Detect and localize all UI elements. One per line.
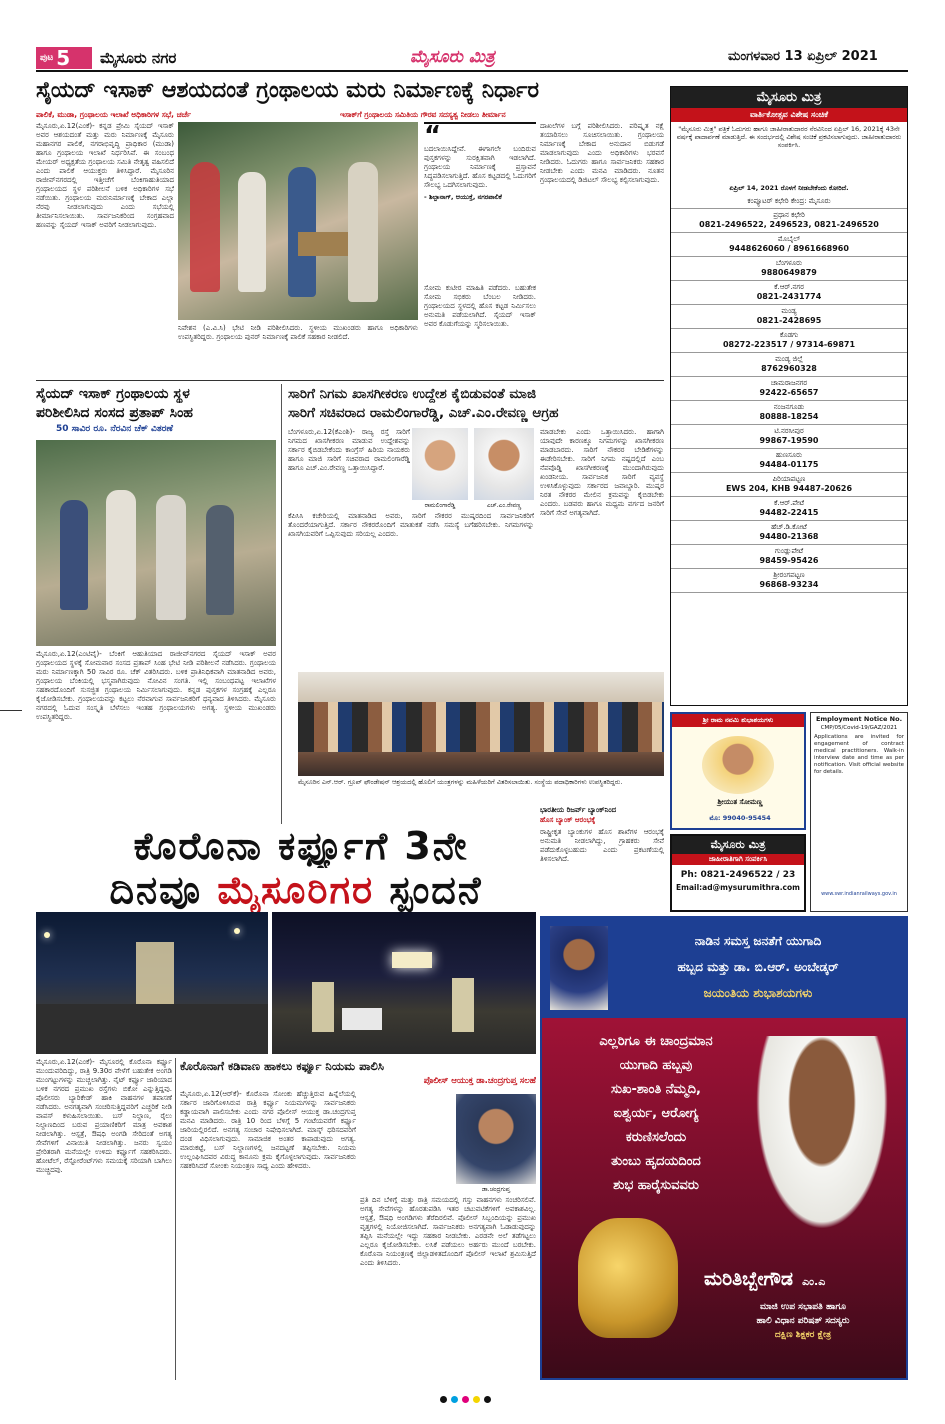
employment-notice — [810, 712, 908, 912]
directory-row — [671, 569, 907, 593]
directory-panel — [670, 86, 908, 706]
curfew-subattrib: ಪೊಲೀಸ್ ಆಯುಕ್ತ ಡಾ.ಚಂದ್ರಗುಪ್ತ ಸಲಹೆ — [423, 1076, 536, 1086]
story2-body: ಮೈಸೂರು,ಏ.12(ಎಂಟಿವೈ)- ಬೆಂಕಿಗೆ ಆಹುತಿಯಾದ ರಾಜೀವ್‌ನಗರದ ಸೈಯದ್ ಇಸಾಕ್ ಅವರ ಗ್ರಂಥಾಲಯದ ಸ್ಥಳಕ್ಕೆ ಸೋಮವಾರ ಸಂಸದ ಪ್ರತಾಪ್ ಸಿಂಹ ಭೇಟಿ ನೀಡಿ ಪರಿಶೀಲನೆ ನಡೆಸಿದರು. ಗ್ರಂಥಾಲಯ ಮರು ನಿರ್ಮಾಣಕ್ಕಾಗಿ 50 ಸಾವಿರ ರೂ. ಚೆಕ್ ವಿತರಿಸಿದರು. ಬಳಿಕ ಪ್ರಾತಿನಿಧಿಕವಾಗಿ ಮಾತನಾಡಿದ ಅವರು, ಗ್ರಂಥಾಲಯ ಬೆಂಕಿಯಲ್ಲಿ ಭಸ್ಮವಾಗಿರುವುದು ನೋವಿನ ಸಂಗತಿ. ಇಲ್ಲಿ ಸಂಬಂಧಪಟ್ಟ ಇಲಾಖೆಗಳ ಸಹಕಾರದೊಂದಿಗೆ ಸುಸಜ್ಜಿತ ಗ್ರಂಥಾಲಯ ನಿರ್ಮಿಸಲಾಗುವುದು. ಕನ್ನಡ ಪುಸ್ತಕಗಳ ಸಂಗ್ರಹಕ್ಕೆ ಎಲ್ಲರೂ ಕೈಜೋಡಿಸಬೇಕು. ಗ್ರಂಥಾಲಯವನ್ನು ಕಟ್ಟಲು ನೆರವಾಗುವ ಸಾರ್ವಜನಿಕರಿಗೆ ಧನ್ಯವಾದ ತಿಳಿಸಿದರು. ಮೈಸೂರು ನಗರದಲ್ಲಿ ಓದುವ ಸಂಸ್ಕೃತಿ ಬೆಳೆಸಲು ಇಂತಹ ಗ್ರಂಥಾಲಯಗಳು ಅಗತ್ಯ. ಸ್ಥಳೀಯ ಮುಖಂಡರು ಉಪಸ್ಥಿತರಿದ್ದರು. — [36, 650, 276, 721]
revanna-photo — [474, 428, 534, 500]
pull-quote-attribution: - ಶಿಲ್ಪಾನಾಗ್, ಆಯುಕ್ತೆ, ನಗರಪಾಲಿಕೆ — [424, 193, 502, 201]
curfew-body-left: ಮೈಸೂರು,ಏ.12(ಎಂಕೆ)- ಮೈಸೂರಲ್ಲಿ ಕೊರೊನಾ ಕರ್ಫ್ಯೂ ಮುಂದುವರಿದಿದ್ದು, ರಾತ್ರಿ 9.30ರ ವೇಳೆಗೆ ಬಹುತೇಕ ಅಂಗಡಿ ಮುಂಗಟ್ಟುಗಳನ್ನು ಮುಚ್ಚಲಾಗಿತ್ತು. ನೈಟ್ ಕರ್ಫ್ಯೂ ಜಾರಿಯಾದ ಬಳಿಕ ನಗರದ ಪ್ರಮುಖ ರಸ್ತೆಗಳು ಬಿಕೋ ಎನ್ನುತ್ತಿದ್ದವು. ಪೊಲೀಸರು ಬ್ಯಾರಿಕೇಡ್ ಹಾಕಿ ವಾಹನಗಳ ತಪಾಸಣೆ ನಡೆಸಿದರು. ಅನಗತ್ಯವಾಗಿ ಸಂಚರಿಸುತ್ತಿದ್ದವರಿಗೆ ಎಚ್ಚರಿಕೆ ನೀಡಿ ವಾಪಸ್ ಕಳುಹಿಸಲಾಯಿತು. ಬಸ್ ನಿಲ್ದಾಣ, ರೈಲು ನಿಲ್ದಾಣದಿಂದ ಬರುವ ಪ್ರಯಾಣಿಕರಿಗೆ ಮಾತ್ರ ಅವಕಾಶ ನೀಡಲಾಗಿತ್ತು. ಆಸ್ಪತ್ರೆ, ಔಷಧಿ ಅಂಗಡಿ ಸೇರಿದಂತೆ ಅಗತ್ಯ ಸೇವೆಗಳಿಗೆ ವಿನಾಯಿತಿ ನೀಡಲಾಗಿತ್ತು. ಜನರು ಸ್ವಯಂ ಪ್ರೇರಿತರಾಗಿ ಮನೆಯಲ್ಲೇ ಉಳಿದು ಕರ್ಫ್ಯೂಗೆ ಸಹಕರಿಸಿದರು. ಹೋಟೆಲ್, ರೆಸ್ಟೋರೆಂಟ್‌ಗಳು ಸಮಯಕ್ಕೆ ಸರಿಯಾಗಿ ಬಾಗಿಲು ಮುಚ್ಚಿದವು. — [36, 1058, 172, 1174]
ad-designation-1: ಮಾಜಿ ಉಪ ಸಭಾಪತಿ ಹಾಗೂ — [760, 1302, 846, 1312]
side-note-title: ಭಾರತೀಯ ರಿಜರ್ವ್ ಬ್ಯಾಂಕ್‌ನಿಂದ — [540, 806, 617, 814]
directory-row — [671, 377, 907, 401]
contact-ad — [670, 834, 806, 912]
page-label: ಪುಟ — [40, 53, 54, 63]
contact-ad-email: Email:ad@mysurumithra.com — [676, 883, 800, 892]
directory-row-value: 92422-65657 — [759, 388, 819, 397]
curfew-body-mid: ಮೈಸೂರು,ಏ.12(ಆರ್‌ಕೆ)- ಕೊರೊನಾ ಸೋಂಕು ಹೆಚ್ಚುತ್ತಿರುವ ಹಿನ್ನೆಲೆಯಲ್ಲಿ ಸರ್ಕಾರ ಜಾರಿಗೊಳಿಸಿರುವ ರಾತ್ರಿ ಕರ್ಫ್ಯೂ ನಿಯಮಗಳನ್ನು ಸಾರ್ವಜನಿಕರು ಕಡ್ಡಾಯವಾಗಿ ಪಾಲಿಸಬೇಕು ಎಂದು ನಗರ ಪೊಲೀಸ್ ಆಯುಕ್ತ ಡಾ.ಚಂದ್ರಗುಪ್ತ ಮನವಿ ಮಾಡಿದರು. ರಾತ್ರಿ 10 ರಿಂದ ಬೆಳಿಗ್ಗೆ 5 ಗಂಟೆಯವರೆಗೆ ಕರ್ಫ್ಯೂ ಜಾರಿಯಲ್ಲಿರಲಿದೆ. ಅನಗತ್ಯ ಸಂಚಾರ ನಿಷೇಧಿಸಲಾಗಿದೆ. ಮಾಸ್ಕ್ ಧರಿಸದವರಿಗೆ ದಂಡ ವಿಧಿಸಲಾಗುವುದು. ಸಾಮಾಜಿಕ ಅಂತರ ಕಾಪಾಡುವುದು ಅಗತ್ಯ. ಮಾರುಕಟ್ಟೆ, ಬಸ್ ನಿಲ್ದಾಣಗಳಲ್ಲಿ ಜನದಟ್ಟಣೆ ತಪ್ಪಿಸಬೇಕು. ನಿಯಮ ಉಲ್ಲಂಘಿಸಿದವರ ವಿರುದ್ಧ ಕಾನೂನು ಕ್ರಮ ಕೈಗೊಳ್ಳಲಾಗುವುದು. ಸಾರ್ವಜನಿಕರು ಸಹಕರಿಸಿದರೆ ಸೋಂಕು ನಿಯಂತ್ರಣ ಸಾಧ್ಯ ಎಂದು ಹೇಳಿದರು. — [180, 1090, 356, 1170]
curfew-headline-1: ಕೊರೊನಾ ಕರ್ಫ್ಯೂಗೆ 3ನೇ — [133, 824, 469, 868]
lead-photo-caption: ನಿವೇಶನ (ಎ.ವಿ.ಸಿ) ಭೇಟಿ ನೀಡಿ ಪರಿಶೀಲಿಸಿದರು. ಸ್ಥಳೀಯ ಮುಖಂಡರು ಹಾಗೂ ಅಧಿಕಾರಿಗಳು ಉಪಸ್ಥಿತರಿದ್ದರು. ಗ್ರಂಥಾಲಯ ಪುನರ್ ನಿರ್ಮಾಣಕ್ಕೆ ಪಾಲಿಕೆ ಸಹಕಾರ ನೀಡಲಿದೆ. — [178, 324, 418, 341]
lead-subhead-left: ಪಾಲಿಕೆ, ಮುಡಾ, ಗ್ರಂಥಾಲಯ ಇಲಾಖೆ ಅಧಿಕಾರಿಗಳ ಸಭೆ, ಚರ್ಚೆ — [36, 110, 192, 119]
directory-row-label: ಹೆಚ್.ಡಿ.ಕೋಟೆ — [771, 523, 807, 531]
story2-subhead: 50 ಸಾವಿರ ರೂ. ನೆರವಿನ ಚೆಕ್ ವಿತರಣೆ — [56, 424, 173, 434]
directory-row-label: ಕಂಪ್ಯೂಟರ್ ಕಛೇರಿ ಕೇಂದ್ರ: ಮೈಸೂರು — [747, 197, 831, 205]
ad-verse-line: ಸುಖ-ಶಾಂತಿ ನೆಮ್ಮದಿ, — [611, 1082, 701, 1097]
ad-verse-line: ಶುಭ ಹಾರೈಸುವವರು — [613, 1178, 699, 1193]
directory-row-label: ಕೊಡಗು — [779, 331, 799, 339]
contact-ad-line: ಜಾಹೀರಾತಿಗಾಗಿ ಸಂಪರ್ಕಿಸಿ — [672, 854, 804, 865]
directory-row-value: 9880649879 — [761, 268, 817, 277]
directory-row-label: ಮಂಡ್ಯ ಜಿಲ್ಲೆ — [775, 355, 803, 363]
ad-candidate-name: ಮರಿತಿಬ್ಬೇಗೌಡ — [704, 1268, 793, 1290]
story3-body-left: ಬೆಂಗಳೂರು,ಏ.12(ಕೆಎಂಶಿ)- ರಾಜ್ಯ ರಸ್ತೆ ಸಾರಿಗೆ ನಿಗಮದ ಖಾಸಗೀಕರಣ ಮಾಡುವ ಉದ್ದೇಶವನ್ನು ಸರ್ಕಾರ ಕೈಬಿಡಬೇಕೆಂದು ಕಾಂಗ್ರೆಸ್ ಹಿರಿಯ ನಾಯಕರು ಹಾಗೂ ಮಾಜಿ ಸಾರಿಗೆ ಸಚಿವರಾದ ರಾಮಲಿಂಗಾರೆಡ್ಡಿ ಹಾಗೂ ಎಚ್.ಎಂ.ರೇವಣ್ಣ ಒತ್ತಾಯಿಸಿದ್ದಾರೆ. — [288, 428, 410, 472]
ad-person-name: ಶ್ರೀಯುತ ಸೋಮಣ್ಣ — [717, 798, 763, 806]
lead-body-col1: ಮೈಸೂರು,ಏ.12(ಎಂಕೆ)- ಕನ್ನಡ ಪ್ರೇಮಿ ಸೈಯದ್ ಇಸಾಕ್ ಅವರ ಆಶಯದಂತೆ ಮತ್ತು ಮರು ನಿರ್ಮಾಣಕ್ಕೆ ಮೈಸೂರು ಮಹಾನಗರ ಪಾಲಿಕೆ, ನಗರಾಭಿವೃದ್ಧಿ ಪ್ರಾಧಿಕಾರ (ಮುಡಾ) ಹಾಗೂ ಗ್ರಂಥಾಲಯ ಇಲಾಖೆ ನಿರ್ಧರಿಸಿವೆ. ಈ ಸಂಬಂಧ ಮೇಯರ್ ಅಧ್ಯಕ್ಷತೆಯ ಗ್ರಂಥಾಲಯ ಸಮಿತಿ ನೇತೃತ್ವ ವಹಿಸಲಿದೆ ಎಂದು ಪಾಲಿಕೆ ಆಯುಕ್ತರು ತಿಳಿಸಿದ್ದಾರೆ. ಮೈಸೂರಿನ ರಾಜೀವ್‌ನಗರದಲ್ಲಿ ಇತ್ತೀಚೆಗೆ ಬೆಂಕಿಗಾಹುತಿಯಾದ ಗ್ರಂಥಾಲಯದ ಸ್ಥಳ ಪರಿಶೀಲನೆ ಬಳಿಕ ಅಧಿಕಾರಿಗಳ ಸಭೆ ನಡೆಯಿತು. ಗ್ರಂಥಾಲಯ ಮರುನಿರ್ಮಾಣಕ್ಕೆ ಬೇಕಾದ ಎಲ್ಲಾ ನೆರವು ನೀಡಲಾಗುವುದು ಎಂದು ಸಭೆಯಲ್ಲಿ ತೀರ್ಮಾನಿಸಲಾಯಿತು. ಸಾರ್ವಜನಿಕರಿಂದ ಸಂಗ್ರಹವಾದ ಹಣವನ್ನು ಸೈಯದ್ ಇಸಾಕ್ ಅವರಿಗೆ ನೀಡಲಾಗುವುದು. — [36, 122, 174, 229]
curfew-headline-2b: ಮೈಸೂರಿಗರ — [217, 868, 375, 912]
candidate-portrait — [742, 1036, 902, 1256]
library-visit-photo — [178, 122, 418, 320]
masthead-rule — [36, 70, 908, 72]
directory-row-value: 0821-2428695 — [756, 316, 822, 325]
directory-row-value: 80888-18254 — [759, 412, 819, 421]
group-photo-caption: ಮೈಸೂರಿನ ಎನ್.ಆರ್. ಗ್ರೂಪ್ ಫೌಂಡೇಷನ್ ಆಶ್ರಯದಲ್ಲಿ ಹೊಲಿಗೆ ಯಂತ್ರಗಳನ್ನು ಮಹಿಳೆಯರಿಗೆ ವಿತರಿಸಲಾಯಿತು. ಸಂಸ್ಥೆಯ ಪದಾಧಿಕಾರಿಗಳು ಉಪಸ್ಥಿತರಿದ್ದರು. — [298, 778, 623, 786]
paper-name: ಮೈಸೂರು ಮಿತ್ರ — [410, 47, 495, 67]
ambedkar-portrait — [550, 926, 608, 1010]
directory-row-value: 0821-2431774 — [756, 292, 822, 301]
directory-row — [671, 545, 907, 569]
directory-row-label: ಶ್ರೀರಂಗಪಟ್ಟಣ — [773, 571, 805, 579]
directory-row-label: ಚಾಮರಾಜನಗರ — [770, 379, 808, 387]
lead-body-col3: ಸೋಮ ಕುಟೀರ ಮಾಹಿತಿ ಪಡೆದರು. ಬಹುತೇಕ ಸೋಮ ಸಭಿಕರು ಬೆಂಬಲ ನೀಡಿದರು. ಗ್ರಂಥಾಲಯದ ಸ್ಥಳದಲ್ಲಿ ಹೊಸ ಕಟ್ಟಡ ನಿರ್ಮಿಸಲು ಅನುಮತಿ ಪಡೆಯಲಾಗಿದೆ. ಸೈಯದ್ ಇಸಾಕ್ ಅವರ ಕೊಡುಗೆಯನ್ನು ಸ್ಮರಿಸಲಾಯಿತು. — [424, 284, 536, 328]
ad-designation — [704, 1300, 902, 1342]
directory-row-label: ಬೆಂಗಳೂರು — [775, 259, 803, 267]
ad-top-line-3: ಜಯಂತಿಯ ಶುಭಾಶಯಗಳು — [703, 986, 813, 1000]
directory-row — [671, 257, 907, 281]
directory-intro: "ಮೈಸೂರು ಮಿತ್ರ" ಪತ್ರಿಕೆ ಓದುಗರು ಹಾಗೂ ಜಾಹೀರಾತುದಾರರ ನೆರವಿನಿಂದ ಏಪ್ರಿಲ್ 16, 2021ಕ್ಕೆ 43ನೇ ವರ್ಷಕ್ಕೆ ಪಾದಾರ್ಪಣೆ ಮಾಡುತ್ತಿದೆ. ಈ ಸಂದರ್ಭದಲ್ಲಿ ವಿಶೇಷ ಸಂಚಿಕೆ ಪ್ರಕಟಿಸಲಾಗುವುದು. ಜಾಹೀರಾತುದಾರರು ಸಂಪರ್ಕಿಸಿ. — [676, 125, 902, 149]
ad-top-text — [618, 928, 898, 1006]
ugadi-ad — [540, 916, 908, 1380]
page-number-badge — [36, 47, 92, 69]
notice-website: www.swr.indianrailways.gov.in — [821, 891, 897, 897]
directory-row — [671, 329, 907, 353]
ramalinga-reddy-photo — [412, 428, 468, 500]
contact-ad-phone: Ph: 0821-2496522 / 23 — [680, 870, 796, 880]
ad-candidate-suffix: ಎಂ.ಎ — [802, 1275, 826, 1288]
directory-row — [671, 353, 907, 377]
directory-row — [671, 401, 907, 425]
lead-headline: ಸೈಯದ್ ಇಸಾಕ್ ಆಶಯದಂತೆ ಗ್ರಂಥಾಲಯ ಮರು ನಿರ್ಮಾಣಕ್ಕೆ ನಿರ್ಧಾರ — [36, 78, 540, 103]
lead-subhead-right: ಇಸಾಕ್‌ಗೆ ಗ್ರಂಥಾಲಯ ಸಮಿತಿಯ ಗೌರವ ಸದಸ್ಯತ್ವ ನೀಡಲು ತೀರ್ಮಾನ — [340, 110, 506, 119]
directory-row — [671, 449, 907, 473]
directory-row — [671, 425, 907, 449]
story3-body-right: ಮಾಡಬೇಕು ಎಂದು ಒತ್ತಾಯಿಸಿದರು. ಹಾಗಾಗಿ ಯಾವುದೇ ಕಾರಣಕ್ಕೂ ನಿಗಮಗಳನ್ನು ಖಾಸಗೀಕರಣ ಮಾಡಬಾರದು. ಸಾರಿಗೆ ನೌಕರರ ಬೇಡಿಕೆಗಳನ್ನು ಈಡೇರಿಸಬೇಕು. ಸಾರಿಗೆ ನಿಗಮ ನಷ್ಟದಲ್ಲಿದೆ ಎಂಬ ನೆಪವೊಡ್ಡಿ ಖಾಸಗೀಕರಣಕ್ಕೆ ಮುಂದಾಗಿರುವುದು ಖಂಡನೀಯ. ಸಾರ್ವಜನಿಕ ಸಾರಿಗೆ ವ್ಯವಸ್ಥೆ ಉಳಿಸಿಕೊಳ್ಳುವುದು ಸರ್ಕಾರದ ಜವಾಬ್ದಾರಿ. ಮುಷ್ಕರ ನಿರತ ನೌಕರರ ಮೇಲಿನ ಕ್ರಮವನ್ನು ಕೈಬಿಡಬೇಕು ಎಂದರು. ಬಡವರು ಹಾಗೂ ಮಧ್ಯಮ ವರ್ಗದ ಜನರಿಗೆ ಸಾರಿಗೆ ಸೇವೆ ಅಗತ್ಯವಾಗಿದೆ. — [540, 428, 664, 517]
issue-date: ಮಂಗಳವಾರ 13 ಏಪ್ರಿಲ್ 2021 — [728, 49, 878, 64]
notice-ref: CMP/05/Covid-19/GAZ/2021 — [820, 725, 898, 731]
directory-row — [671, 195, 907, 209]
ad-designation-3: ದಕ್ಷಿಣ ಶಿಕ್ಷಕರ ಕ್ಷೇತ್ರ — [774, 1330, 832, 1340]
story3-headline-2: ಸಾರಿಗೆ ಸಚಿವರಾದ ರಾಮಲಿಂಗಾರೆಡ್ಡಿ, ಎಚ್.ಎಂ.ರೇವಣ್ಣ ಆಗ್ರಹ — [288, 405, 559, 421]
curfew-body-right: ಪ್ರತಿ ದಿನ ಬೆಳಿಗ್ಗೆ ಮತ್ತು ರಾತ್ರಿ ಸಮಯದಲ್ಲಿ ಗಸ್ತು ವಾಹನಗಳು ಸಂಚರಿಸಲಿವೆ. ಅಗತ್ಯ ಸೇವೆಗಳನ್ನು ಹೊರತುಪಡಿಸಿ ಇತರ ಚಟುವಟಿಕೆಗಳಿಗೆ ಅವಕಾಶವಿಲ್ಲ. ಆಸ್ಪತ್ರೆ, ಔಷಧಿ ಅಂಗಡಿಗಳು ತೆರೆದಿರಲಿವೆ. ಪೊಲೀಸ್ ಸಿಬ್ಬಂದಿಯನ್ನು ಪ್ರಮುಖ ವೃತ್ತಗಳಲ್ಲಿ ನಿಯೋಜಿಸಲಾಗಿದೆ. ಸಾರ್ವಜನಿಕರು ಅನಗತ್ಯವಾಗಿ ಓಡಾಡುವುದನ್ನು ತಪ್ಪಿಸಿ ಮನೆಯಲ್ಲೇ ಇದ್ದು ಸಹಕಾರ ನೀಡಬೇಕು. ಎರಡನೇ ಅಲೆ ತಡೆಗಟ್ಟಲು ಎಲ್ಲರೂ ಕೈಜೋಡಿಸಬೇಕು. ಲಸಿಕೆ ಪಡೆಯಲು ಅರ್ಹರು ಮುಂದೆ ಬರಬೇಕು. ಕೊರೊನಾ ನಿಯಂತ್ರಣಕ್ಕೆ ಜಿಲ್ಲಾಡಳಿತದೊಂದಿಗೆ ಪೊಲೀಸ್ ಇಲಾಖೆ ಶ್ರಮಿಸುತ್ತಿದೆ ಎಂದು ತಿಳಿಸಿದರು. — [360, 1196, 536, 1267]
directory-row — [671, 209, 907, 233]
directory-row-value: EWS 204, KHB 94487-20626 — [725, 484, 853, 493]
ad-top-line-2: ಹಬ್ಬದ ಮತ್ತು ಡಾ. ಬಿ.ಆರ್. ಅಂಬೇಡ್ಕರ್ — [677, 960, 839, 974]
directory-row-value: 0821-2496522, 2496523, 0821-2496520 — [699, 220, 879, 229]
directory-row-value: 99867-19590 — [759, 436, 819, 445]
directory-row-value: 9448626060 / 8961668960 — [729, 244, 849, 253]
notice-body: Applications are invited for engagement of contract medical practitioners. Walk-in interview date and time as per notification. Visit official website for details. — [814, 734, 904, 775]
directory-row-value: 94480-21368 — [759, 532, 819, 541]
directory-row — [671, 305, 907, 329]
directory-row-label: ಪಿರಿಯಾಪಟ್ಟಣ — [772, 475, 806, 483]
story2-headline-2: ಪರಿಶೀಲಿಸಿದ ಸಂಸದ ಪ್ರತಾಪ್ ಸಿಂಹ — [36, 405, 194, 421]
column-rule — [281, 384, 282, 824]
night-street-photo — [36, 912, 268, 1054]
directory-row — [671, 521, 907, 545]
side-note-subtitle: ಹೊಸ ಬ್ಯಾಂಕ್ ಆರಂಭಕ್ಕೆ — [540, 816, 596, 824]
ad-verse-line: ಎಲ್ಲರಿಗೂ ಈ ಚಾಂದ್ರಮಾನ — [599, 1034, 713, 1049]
page-number: 5 — [56, 46, 71, 70]
pull-quote: “ ಬದಲಾಯಿಸಿದ್ದೇವೆ. ಈಗಾಗಲೇ ಬಂದಿರುವ ಪುಸ್ತಕಗಳನ್ನು ಸುರಕ್ಷಿತವಾಗಿ ಇಡಲಾಗಿದೆ. ಗ್ರಂಥಾಲಯ ನಿರ್ಮಾಣಕ್ಕೆ ಪ್ರಸ್ತಾವನೆ ಸಿದ್ಧಪಡಿಸಲಾಗುತ್ತಿದೆ. ಹೊಸ ಕಟ್ಟಡದಲ್ಲಿ ಓದುಗರಿಗೆ ಸೌಲಭ್ಯ ಒದಗಿಸಲಾಗುವುದು. - ಶಿಲ್ಪಾನಾಗ್, ಆಯುಕ್ತೆ, ನಗರಪಾಲಿಕೆ — [424, 122, 536, 280]
ad-name-row — [704, 1268, 904, 1290]
directory-list — [671, 195, 907, 593]
curfew-subheadline: ಕೊರೊನಾಗೆ ಕಡಿವಾಣ ಹಾಕಲು ಕರ್ಫ್ಯೂ ನಿಯಮ ಪಾಲಿಸಿ — [180, 1059, 384, 1073]
registration-marks — [440, 1396, 491, 1403]
police-checkpoint-photo — [272, 912, 536, 1054]
story3-body-bottom-left: ಕೆಪಿಸಿಸಿ ಕಚೇರಿಯಲ್ಲಿ ಮಾತನಾಡಿದ ಅವರು, ಸಾರಿಗೆ ನೌಕರರ ಮುಷ್ಕರದಿಂದ ಸಾರ್ವಜನಿಕರಿಗೆ ತೊಂದರೆಯಾಗುತ್ತಿದೆ. ಸರ್ಕಾರ ನೌಕರರೊಂದಿಗೆ ಮಾತುಕತೆ ನಡೆಸಿ ಸಮಸ್ಯೆ ಬಗೆಹರಿಸಬೇಕು. ನಿಗಮಗಳನ್ನು ಖಾಸಗಿಯವರಿಗೆ ಒಪ್ಪಿಸುವುದು ಸರಿಯಲ್ಲ ಎಂದರು. — [288, 512, 534, 538]
directory-row-label: ಪ್ರಧಾನ ಕಛೇರಿ — [773, 211, 805, 219]
ad-phone: ಮೊ: 99040-95454 — [709, 814, 771, 822]
ramanavami-ad — [670, 712, 806, 830]
contact-ad-logo: ಮೈಸೂರು ಮಿತ್ರ — [672, 836, 804, 854]
kalash-icon — [578, 1218, 678, 1338]
curfew-headline-2a: ದಿನವೂ — [109, 868, 203, 912]
ad-portrait — [702, 736, 774, 794]
ad-verse — [558, 1030, 754, 1198]
notice-title: Employment Notice No. — [815, 715, 903, 723]
directory-row-label: ಮಂಡ್ಯ — [781, 307, 797, 315]
ad-top-line-1: ನಾಡಿನ ಸಮಸ್ತ ಜನತೆಗೆ ಯುಗಾದಿ — [694, 934, 822, 948]
directory-row-value: 08272-223517 / 97314-69871 — [722, 340, 856, 349]
ad-verse-line: ತುಂಬು ಹೃದಯದಿಂದ — [611, 1154, 701, 1169]
directory-row-label: ಹುಣಸೂರು — [775, 451, 803, 459]
group-distribution-photo — [298, 672, 664, 776]
story2-headline-1: ಸೈಯದ್ ಇಸಾಕ್ ಗ್ರಂಥಾಲಯ ಸ್ಥಳ — [36, 386, 190, 402]
ad-verse-line: ಕರುಣಿಸಲೆಂದು — [625, 1130, 687, 1145]
directory-row-label: ಟಿ.ನರಸೀಪುರ — [774, 427, 804, 435]
section-divider — [36, 380, 664, 381]
directory-row-label: ಮೊಬೈಲ್ — [777, 235, 801, 243]
photo2-caption: ಎಚ್.ಎಂ.ರೇವಣ್ಣ — [486, 502, 522, 509]
ad-verse-line: ಐಶ್ವರ್ಯ, ಆರೋಗ್ಯ — [613, 1106, 699, 1121]
directory-row-value: 98459-95426 — [759, 556, 819, 565]
commissioner-photo — [456, 1094, 536, 1184]
photo1-caption: ರಾಮಲಿಂಗಾರೆಡ್ಡಿ — [424, 502, 456, 509]
directory-row-label: ಕೆ.ಆರ್.ನಗರ — [774, 283, 804, 291]
directory-row — [671, 281, 907, 305]
curfew-headline-2c: ಸ್ಪಂದನೆ — [389, 868, 483, 912]
directory-row-label: ಕೆ.ಆರ್.ಪೇಟೆ — [773, 499, 805, 507]
directory-row — [671, 497, 907, 521]
section-title: ಮೈಸೂರು ನಗರ — [100, 49, 177, 67]
directory-row-label: ನಂಜನಗೂಡು — [773, 403, 805, 411]
directory-row-value: 96868-93234 — [759, 580, 819, 589]
directory-row-value: 94484-01175 — [759, 460, 819, 469]
side-note-body: ರಾಷ್ಟ್ರೀಕೃತ ಬ್ಯಾಂಕುಗಳ ಹೊಸ ಶಾಖೆಗಳ ಆರಂಭಕ್ಕೆ ಅನುಮತಿ ನೀಡಲಾಗಿದ್ದು, ಗ್ರಾಹಕರು ಸೇವೆ ಪಡೆದುಕೊಳ್ಳಬಹುದು ಎಂದು ಪ್ರಕಟಣೆಯಲ್ಲಿ ತಿಳಿಸಲಾಗಿದೆ. — [540, 828, 664, 863]
commissioner-caption: ಡಾ.ಚಂದ್ರಗುಪ್ತ — [481, 1186, 511, 1193]
mp-visit-photo — [36, 440, 276, 646]
ad-designation-2: ಹಾಲಿ ವಿಧಾನ ಪರಿಷತ್ ಸದಸ್ಯರು — [756, 1316, 850, 1326]
directory-deadline: ಏಪ್ರಿಲ್ 14, 2021 ರೊಳಗೆ ನೀಡಬೇಕೆಂದು ಕೋರಿದೆ. — [729, 184, 849, 192]
lead-body-col4: ದಾಖಲೆಗಳ ಬಗ್ಗೆ ಪರಿಶೀಲಿಸಿದರು. ಪರಿಷ್ಕೃತ ನಕ್ಷೆ ತಯಾರಿಸಲು ಸೂಚಿಸಲಾಯಿತು. ಗ್ರಂಥಾಲಯ ನಿರ್ಮಾಣಕ್ಕೆ ಬೇಕಾದ ಅನುದಾನ ಬಿಡುಗಡೆ ಮಾಡಲಾಗುವುದು ಎಂದು ಅಧಿಕಾರಿಗಳು ಭರವಸೆ ನೀಡಿದರು. ಓದುಗರು ಹಾಗೂ ಸಾರ್ವಜನಿಕರು ಸಹಕಾರ ನೀಡಬೇಕು ಎಂದು ಮನವಿ ಮಾಡಿದರು. ನೂತನ ಗ್ರಂಥಾಲಯದಲ್ಲಿ ಡಿಜಿಟಲ್ ಸೌಲಭ್ಯ ಕಲ್ಪಿಸಲಾಗುವುದು. — [540, 122, 664, 184]
directory-tagline: ವಾರ್ತಿಕೋತ್ಸವ ವಿಶೇಷ ಸಂಚಿಕೆ — [671, 108, 907, 122]
pull-quote-text: ಬದಲಾಯಿಸಿದ್ದೇವೆ. ಈಗಾಗಲೇ ಬಂದಿರುವ ಪುಸ್ತಕಗಳನ್ನು ಸುರಕ್ಷಿತವಾಗಿ ಇಡಲಾಗಿದೆ. ಗ್ರಂಥಾಲಯ ನಿರ್ಮಾಣಕ್ಕೆ ಪ್ರಸ್ತಾವನೆ ಸಿದ್ಧಪಡಿಸಲಾಗುತ್ತಿದೆ. ಹೊಸ ಕಟ್ಟಡದಲ್ಲಿ ಓದುಗರಿಗೆ ಸೌಲಭ್ಯ ಒದಗಿಸಲಾಗುವುದು. — [424, 145, 536, 189]
directory-row-value: 94482-22415 — [759, 508, 819, 517]
story3-headline-1: ಸಾರಿಗೆ ನಿಗಮ ಖಾಸಗೀಕರಣ ಉದ್ದೇಶ ಕೈಬಿಡುವಂತೆ ಮಾಜಿ — [288, 386, 537, 402]
column-rule-2 — [175, 1058, 176, 1380]
directory-logo: ಮೈಸೂರು ಮಿತ್ರ — [671, 87, 907, 108]
directory-row — [671, 473, 907, 497]
directory-row-value: 8762960328 — [761, 364, 817, 373]
directory-row-label: ಗುಂಡ್ಲುಪೇಟೆ — [774, 547, 804, 555]
ramanavami-ad-greeting: ಶ್ರೀ ರಾಮ ನವಮಿ ಶುಭಾಶಯಗಳು — [672, 714, 804, 727]
directory-row — [671, 233, 907, 257]
curfew-headline-2 — [56, 868, 536, 912]
ad-verse-line: ಯುಗಾದಿ ಹಬ್ಬವು — [619, 1058, 693, 1073]
fold-mark — [0, 710, 22, 711]
